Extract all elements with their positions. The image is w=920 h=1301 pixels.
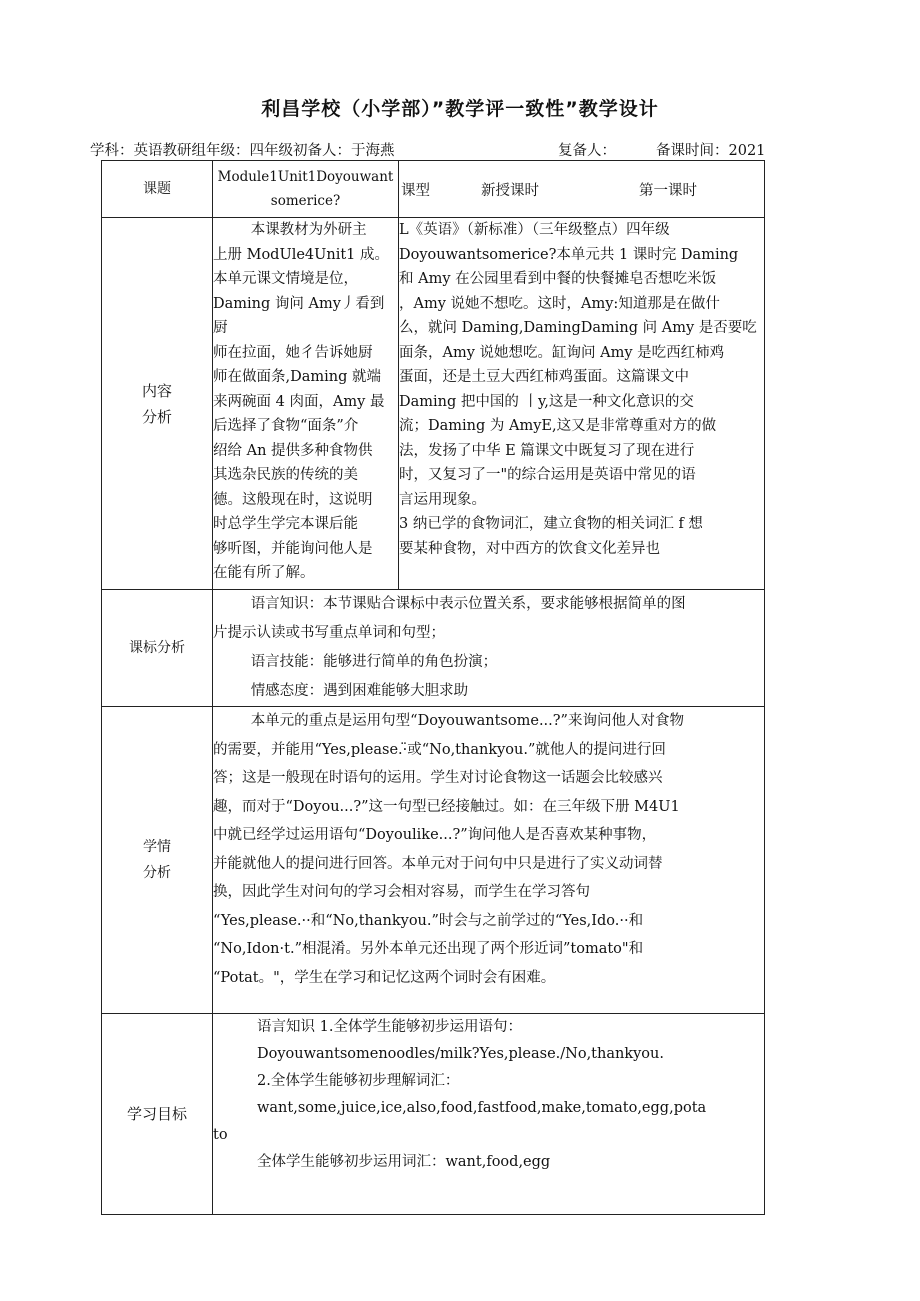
topic-title-line2: somerice? <box>270 193 341 209</box>
content-col1-line: 绍给 An 提供多种食物供 <box>213 442 373 459</box>
content-col1-line: Daming 询问 Amy⼃看到厨 <box>213 295 385 336</box>
content-col1-line: 德。这般现在时，这说明 <box>213 491 373 508</box>
content-col2-line: 面条，Amy 说她想吃。缸询问 Amy 是吃西红柿鸡 <box>399 344 725 361</box>
content-col1-line: 够听图，并能询问他人是 <box>213 540 373 557</box>
content-col1-line: 其选杂民族的传统的美 <box>213 467 358 483</box>
content-col2-line: 3 纳已学的食物词汇，建立食物的相关词汇 f 想 <box>399 516 703 532</box>
student-line: “Potat。"，学生在学习和记忆这两个词时会有困难。 <box>213 969 556 986</box>
student-line: 中就已经学过运用语句“Doyoulike...?”询问他人是否喜欢某种事物， <box>213 827 657 843</box>
student-analysis-label-line1: 学情 <box>143 839 171 855</box>
lesson-type-value: 新授课时 <box>481 182 539 199</box>
content-col2-line: 言运用现象。 <box>399 491 486 508</box>
content-analysis-col1 <box>213 218 399 590</box>
topic-label: 课题 <box>102 161 213 218</box>
learning-goals-label: 学习目标 <box>102 1014 213 1215</box>
standard-line: 语言知识：本节课贴合课标中表示位置关系，要求能够根据简单的图 <box>250 596 686 612</box>
content-col1-line: 师在拉面，她彳告诉她厨 <box>213 344 373 361</box>
goal-line: Doyouwantsomenoodles/milk?Yes,please./No,thankyou. <box>257 1046 664 1062</box>
content-col2-line: L《英语》（新标准）（三年级整点）四年级 <box>399 222 670 238</box>
student-line: 的需要，并能用“Yes,please.·̈或“No,thankyou.”就他人的提问进行回 <box>213 741 666 758</box>
meta-subject-line: 学科：英语教研组年级：四年级初备人：于海燕 <box>90 143 395 159</box>
row-topic <box>102 161 765 218</box>
page-title: 利昌学校（小学部）”教学评一致性”教学设计 <box>261 98 659 120</box>
standard-analysis-content <box>213 590 765 707</box>
content-col2-line: 蛋面，还是土豆大西红柿鸡蛋面。这篇课文中 <box>399 369 689 385</box>
standard-analysis-label: 课标分析 <box>102 590 213 707</box>
content-col2-line: Daming 把中国的 ⼁y,这是一种文化意识的交 <box>399 393 694 410</box>
content-col2-line: 法，发扬了中华 E 篇课文中既复习了现在进行 <box>399 442 695 459</box>
topic-title-line1: Module1Unit1Doyouwant <box>217 169 394 185</box>
standard-line: 语言技能：能够进行简单的角色扮演； <box>250 654 498 670</box>
student-line: 答；这是一般现在时语句的运用。学生对讨论食物这一话题会比较感兴 <box>213 770 663 786</box>
content-col1-line: 后选择了食物“面条”介 <box>213 418 359 434</box>
goal-line: 2.全体学生能够初步理解词汇： <box>257 1073 460 1089</box>
content-analysis-label-line1: 内容 <box>141 381 172 400</box>
row-student-analysis <box>102 707 765 1014</box>
lesson-type-cell <box>399 161 765 218</box>
lesson-period: 第一课时 <box>639 182 697 199</box>
content-analysis-label-line2: 分析 <box>141 407 172 426</box>
student-line: 并能就他人的提问进行回答。本单元对于问句中只是进行了实义动词替 <box>213 855 663 872</box>
row-learning-goals <box>102 1014 765 1215</box>
student-line: 换，因此学生对问句的学习会相对容易，而学生在学习答句 <box>213 884 590 900</box>
learning-goals-content <box>213 1014 765 1215</box>
lesson-plan-table <box>101 160 765 1215</box>
content-col1-line: 上册 ModUle4Unit1 成。 <box>213 246 389 263</box>
content-analysis-label <box>102 218 213 590</box>
content-col1-line: 时总学生学完本课后能 <box>213 516 358 532</box>
content-col2-line: 和 Amy 在公园里看到中餐的快餐摊皂否想吃米饭 <box>399 271 717 287</box>
content-col1-line: 在能有所了解。 <box>213 565 315 581</box>
student-analysis-content <box>213 707 765 1014</box>
content-col1-line: 本课教材为外研主 <box>250 222 367 238</box>
content-col2-line: 时，又复习了一"的综合运用是英语中常见的语 <box>399 467 696 483</box>
student-line: “Yes,please.··和“No,thankyou.”时会与之前学过的“Yes,Ido.··和 <box>213 912 644 929</box>
topic-title <box>213 161 399 218</box>
standard-line: 情感态度：遇到困难能够大胆求助 <box>250 683 469 699</box>
content-col1-line: 本单元课文情境是位， <box>213 271 358 287</box>
student-analysis-label <box>102 707 213 1014</box>
content-col1-line: 师在做面条,Daming 就端 <box>213 369 381 385</box>
goal-line: 语言知识 1.全体学生能够初步运用语句： <box>257 1019 522 1035</box>
standard-line: 片提示认读或书写重点单词和句型； <box>213 625 445 641</box>
row-standard-analysis <box>102 590 765 707</box>
content-col1-line: 来两碗面 4 肉面，Amy 最 <box>213 393 385 410</box>
student-line: 本单元的重点是运用句型“Doyouwantsome...?”来询问他人对食物 <box>250 713 684 729</box>
row-content-analysis <box>102 218 765 590</box>
content-col2-line: 要某种食物，对中西方的饮食文化差异也 <box>399 540 660 557</box>
content-analysis-col2 <box>399 218 765 590</box>
student-line: “No,Idon·t.”相混淆。另外本单元还出现了两个形近词”tomato"和 <box>213 941 644 957</box>
content-col2-line: ，Amy 说她不想吃。这时，Amy:知道那是在做什 <box>399 295 720 312</box>
content-col2-line: 么，就问 Daming,DamingDaming 问 Amy 是否要吃 <box>399 320 757 336</box>
student-line: 趣，而对于“Doyou...?”这一句型已经接触过。如：在三年级下册 M4U1 <box>213 798 680 815</box>
goal-line: 全体学生能够初步运用词汇：want,food,egg <box>257 1154 551 1170</box>
student-analysis-label-line2: 分析 <box>143 865 171 881</box>
goal-line: to <box>213 1127 228 1143</box>
content-col2-line: 流；Daming 为 AmyE,这又是非常尊重对方的做 <box>399 418 717 434</box>
meta-reviewer: 复备人： <box>558 143 616 159</box>
lesson-type-label: 课型 <box>401 182 430 199</box>
goal-line: want,some,juice,ice,also,food,fastfood,make,tomato,egg,pota <box>257 1100 707 1116</box>
content-col2-line: Doyouwantsomerice?本单元共 1 课时完 Daming <box>399 246 739 263</box>
meta-prep-time: 备课时间：2021 <box>656 143 766 159</box>
